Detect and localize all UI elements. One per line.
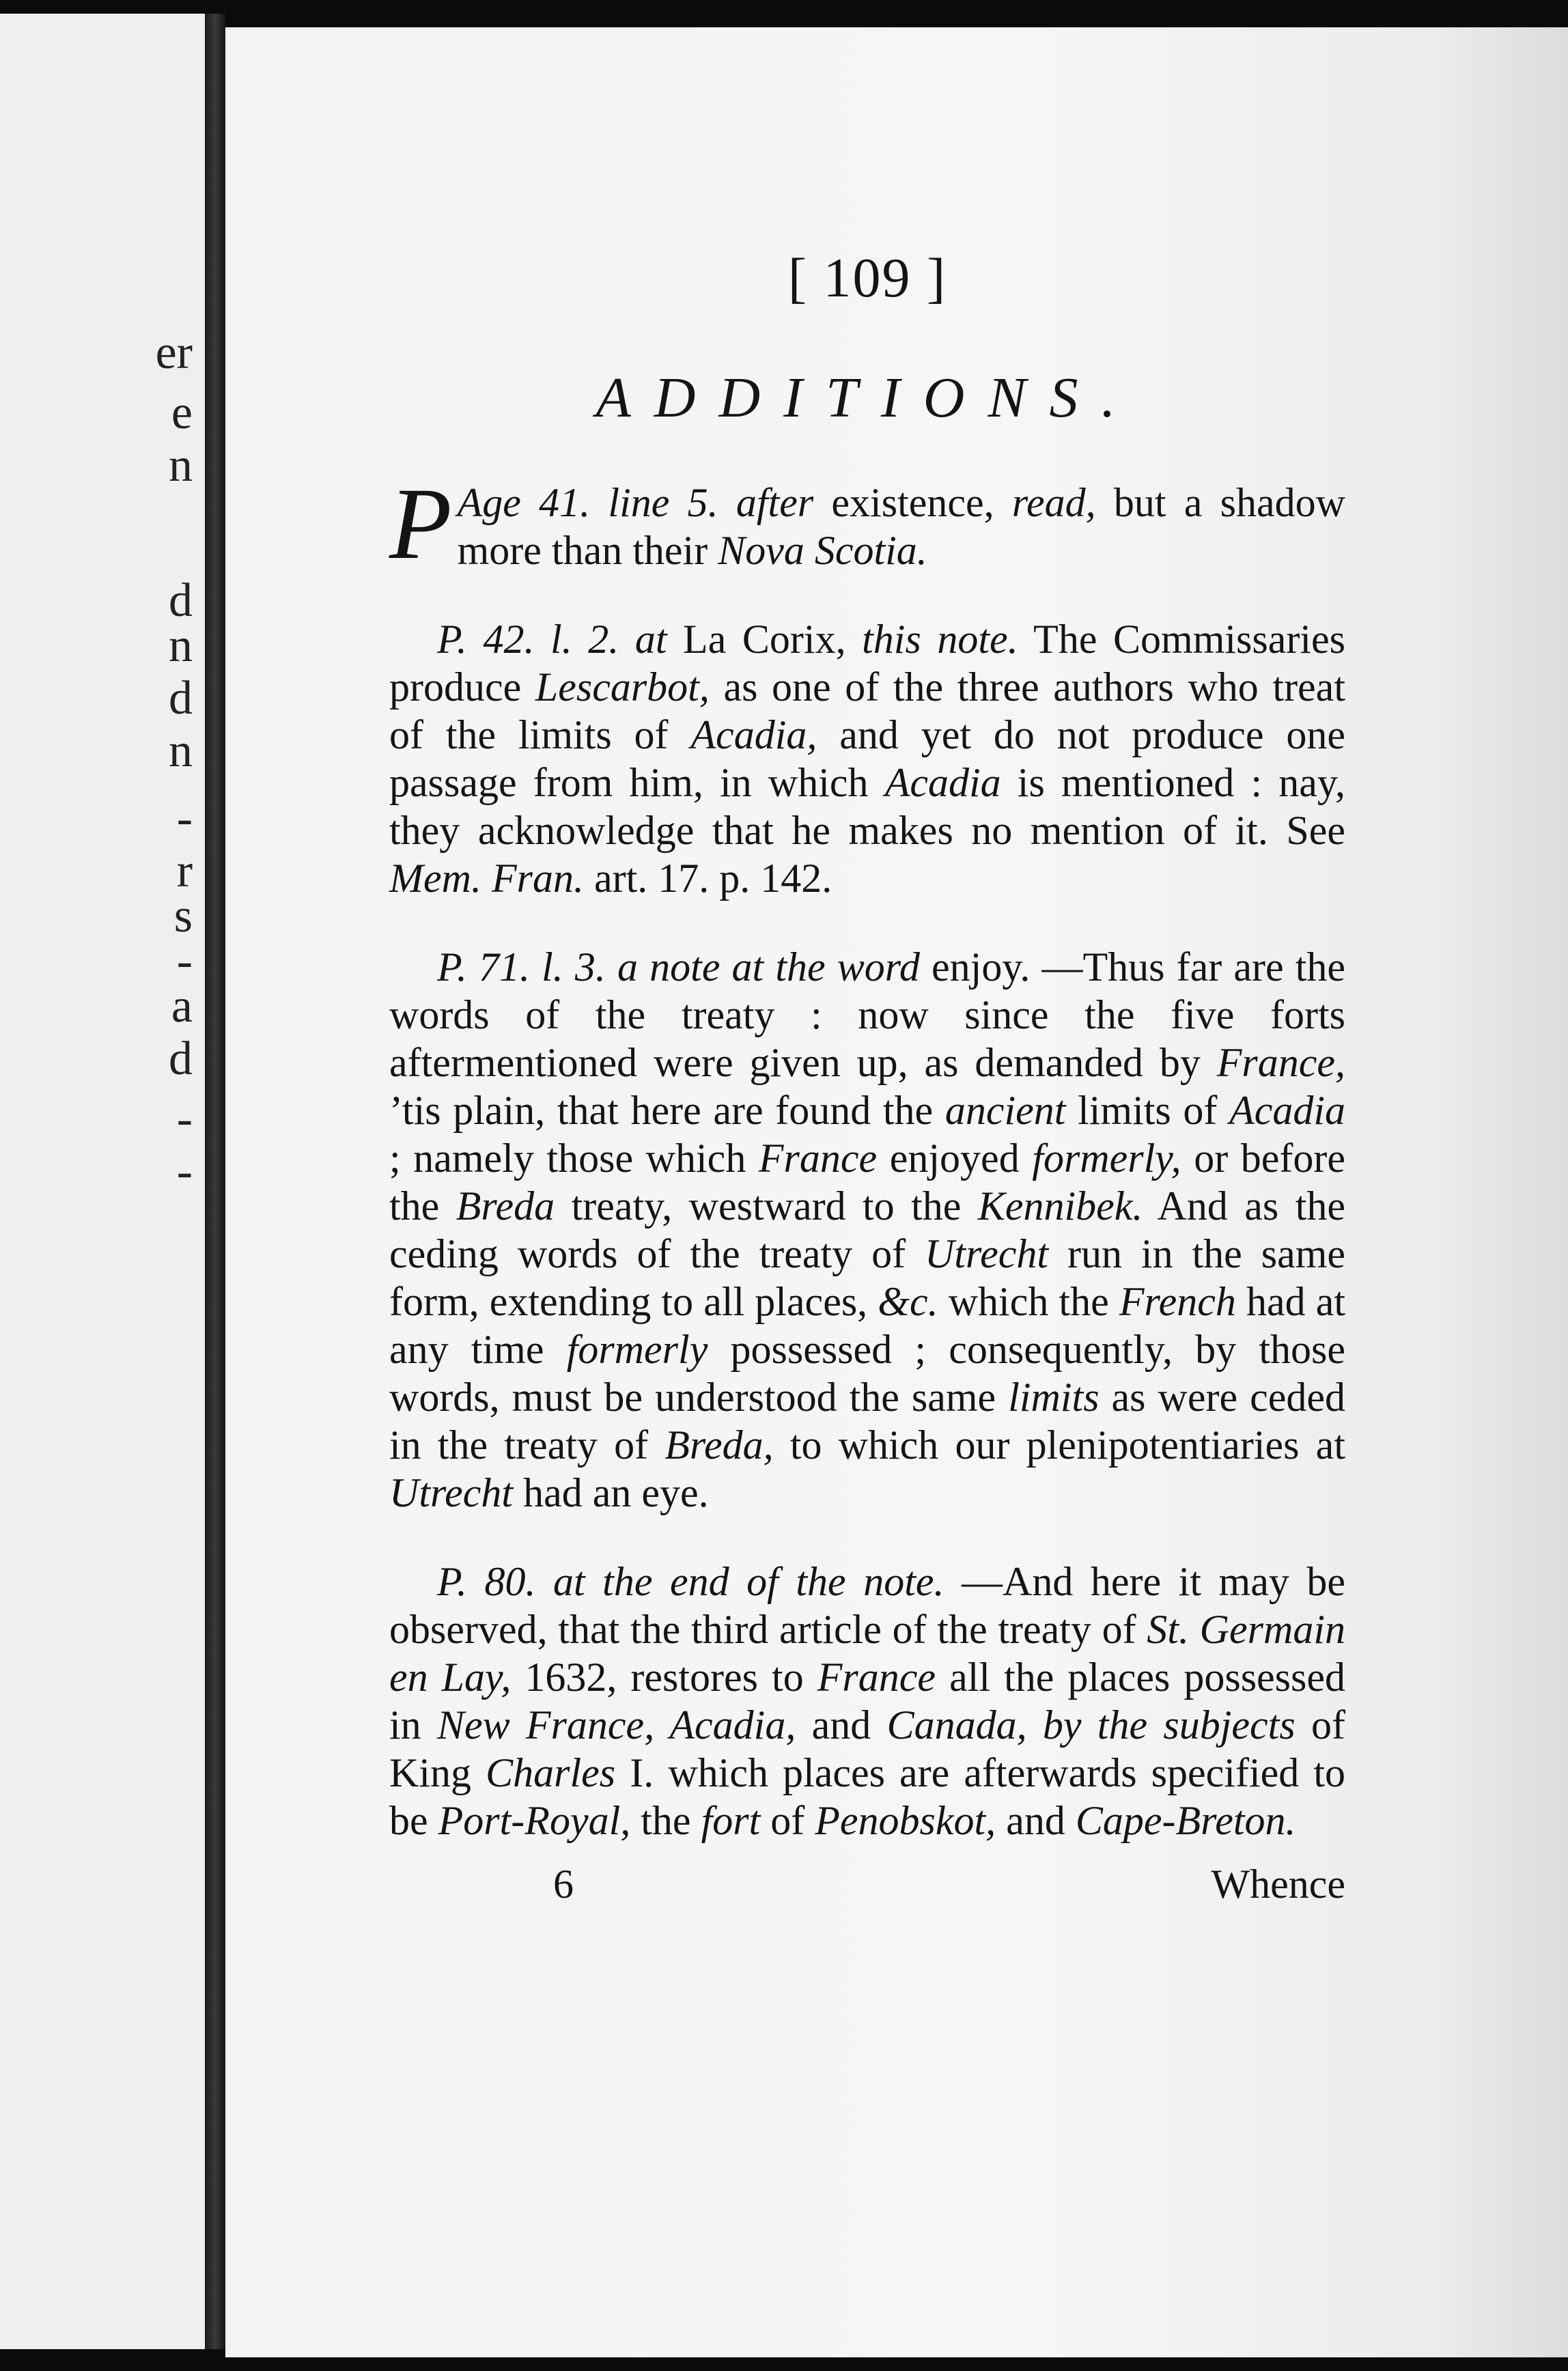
text-run: and	[996, 1798, 1076, 1843]
facing-page-fragment: r	[176, 845, 193, 897]
facing-page-fragment: a	[171, 980, 193, 1033]
text-run: ; namely those which	[389, 1136, 759, 1181]
facing-page-fragment: e	[171, 387, 193, 439]
text-run: and yet do not produce one passage from him, in which	[389, 712, 1345, 805]
text-run: And as the ceding words of the treaty of	[389, 1183, 1345, 1276]
signature-mark: 6	[553, 1862, 574, 1907]
text-run: enjoyed	[877, 1136, 1033, 1181]
text-run: as one of the three authors who treat of the limits of	[389, 664, 1345, 757]
italic-text-run: Breda	[456, 1183, 555, 1229]
facing-page-fragment: -	[176, 935, 193, 987]
italic-text-run: Age 41. line 5. after	[457, 480, 814, 525]
facing-page-fragment: d	[169, 672, 193, 725]
italic-text-run: French	[1119, 1279, 1236, 1324]
page-footer	[389, 1861, 1345, 1916]
facing-page-fragment: n	[169, 619, 193, 672]
text-run: had an eye.	[513, 1470, 709, 1515]
text-run: of	[760, 1798, 815, 1843]
text-run: I. which places are afterwards specified to be	[389, 1750, 1346, 1843]
book-page	[225, 27, 1568, 2357]
text-run: the	[630, 1798, 701, 1843]
text-run: possessed ; consequently, by those words, must be understood the same	[389, 1327, 1345, 1420]
text-run: but a shadow more than their	[457, 480, 1345, 573]
italic-text-run: this note.	[862, 617, 1018, 662]
italic-text-run: Lescarbot,	[535, 664, 710, 710]
facing-page-fragment: er	[155, 326, 193, 379]
italic-text-run: Acadia	[1229, 1088, 1345, 1133]
drop-cap: P	[389, 467, 452, 580]
text-run: La Corix,	[667, 617, 863, 662]
text-run: all the places possessed in	[389, 1655, 1346, 1748]
italic-text-run: Kennibek.	[977, 1183, 1143, 1229]
italic-text-run: formerly,	[1032, 1136, 1181, 1181]
italic-text-run: P. 71. l. 3. a note at the word	[437, 944, 920, 990]
italic-text-run: limits	[1008, 1375, 1100, 1420]
facing-page-fragment: n	[169, 725, 193, 777]
italic-text-run: P. 42. l. 2. at	[437, 617, 667, 662]
text-run: as were ceded in the treaty of	[389, 1375, 1345, 1468]
text-run: enjoy. —Thus far are the words of the treaty : now since the five forts aftermentioned were given up, as demanded by	[389, 944, 1346, 1085]
italic-text-run: Nova Scotia.	[718, 528, 927, 573]
page-number-header: [ 109 ]	[787, 247, 947, 309]
text-run: and	[796, 1702, 887, 1748]
italic-text-run: St. Germain en Lay,	[389, 1607, 1345, 1700]
italic-text-run: Acadia,	[690, 712, 817, 757]
italic-text-run: France	[758, 1136, 878, 1181]
text-run: treaty, westward to the	[555, 1183, 978, 1229]
text-run: art. 17. p. 142.	[583, 856, 832, 901]
text-run: The Commissaries produce	[389, 617, 1346, 710]
italic-text-run: Port-Royal,	[438, 1798, 631, 1843]
book-gutter	[205, 14, 225, 2349]
italic-text-run: Canada, by the subjects	[886, 1702, 1296, 1748]
italic-text-run: Breda,	[664, 1422, 774, 1468]
addition-entry	[389, 467, 1345, 580]
facing-page-fragment: d	[169, 1033, 193, 1085]
facing-page-fragment: s	[173, 890, 193, 942]
italic-text-run: Acadia	[884, 760, 1001, 805]
text-run: of King	[389, 1702, 1345, 1795]
text-run: existence,	[813, 480, 1012, 525]
italic-text-run: New France, Acadia,	[436, 1702, 796, 1748]
section-title: ADDITIONS.	[596, 366, 1139, 430]
text-run: 1632, restores to	[511, 1655, 817, 1700]
italic-text-run: read,	[1011, 480, 1096, 525]
text-run: had at any time	[389, 1279, 1346, 1372]
addition-entry	[389, 943, 1345, 1517]
italic-text-run: P. 80. at the end of the note.	[437, 1559, 944, 1604]
facing-page-fragment: n	[169, 439, 193, 492]
italic-text-run: fort	[701, 1798, 761, 1843]
text-run: ’tis plain, that here are found the	[389, 1088, 945, 1133]
text-run: or before the	[389, 1136, 1345, 1229]
italic-text-run: Utrecht	[925, 1231, 1049, 1276]
italic-text-run: Charles	[486, 1750, 616, 1795]
facing-page-fragment: -	[176, 1145, 193, 1198]
italic-text-run: France	[817, 1655, 936, 1700]
facing-page-fragment: -	[176, 792, 193, 845]
text-run: limits of	[1065, 1088, 1230, 1133]
text-run: which the	[938, 1279, 1119, 1324]
text-run: to which our plenipotentiaries at	[773, 1422, 1345, 1468]
addition-entry	[389, 615, 1345, 902]
text-run: is mentioned : nay, they acknowledge that he makes no mention of it. See	[389, 760, 1345, 853]
facing-page-fragment: d	[169, 574, 193, 627]
addition-entry	[389, 1558, 1345, 1844]
italic-text-run: Mem. Fran.	[389, 856, 584, 901]
text-run: run in the same form, extending to all places,	[389, 1231, 1346, 1324]
italic-text-run: ancient	[944, 1088, 1066, 1133]
page-content	[389, 246, 1345, 1916]
facing-page-edge	[0, 14, 205, 2349]
facing-page-fragment: -	[176, 1093, 193, 1145]
italic-text-run: Utrecht	[389, 1470, 514, 1515]
catchword: Whence	[1211, 1862, 1345, 1907]
text-run: —And here it may be observed, that the third article of the treaty of	[389, 1559, 1345, 1652]
italic-text-run: Penobskot,	[815, 1798, 996, 1843]
addition-entries	[389, 467, 1346, 1844]
italic-text-run: formerly	[566, 1327, 708, 1372]
italic-text-run: Cape-Breton.	[1075, 1798, 1296, 1843]
italic-text-run: France,	[1216, 1040, 1345, 1085]
italic-text-run: &c.	[878, 1279, 938, 1324]
